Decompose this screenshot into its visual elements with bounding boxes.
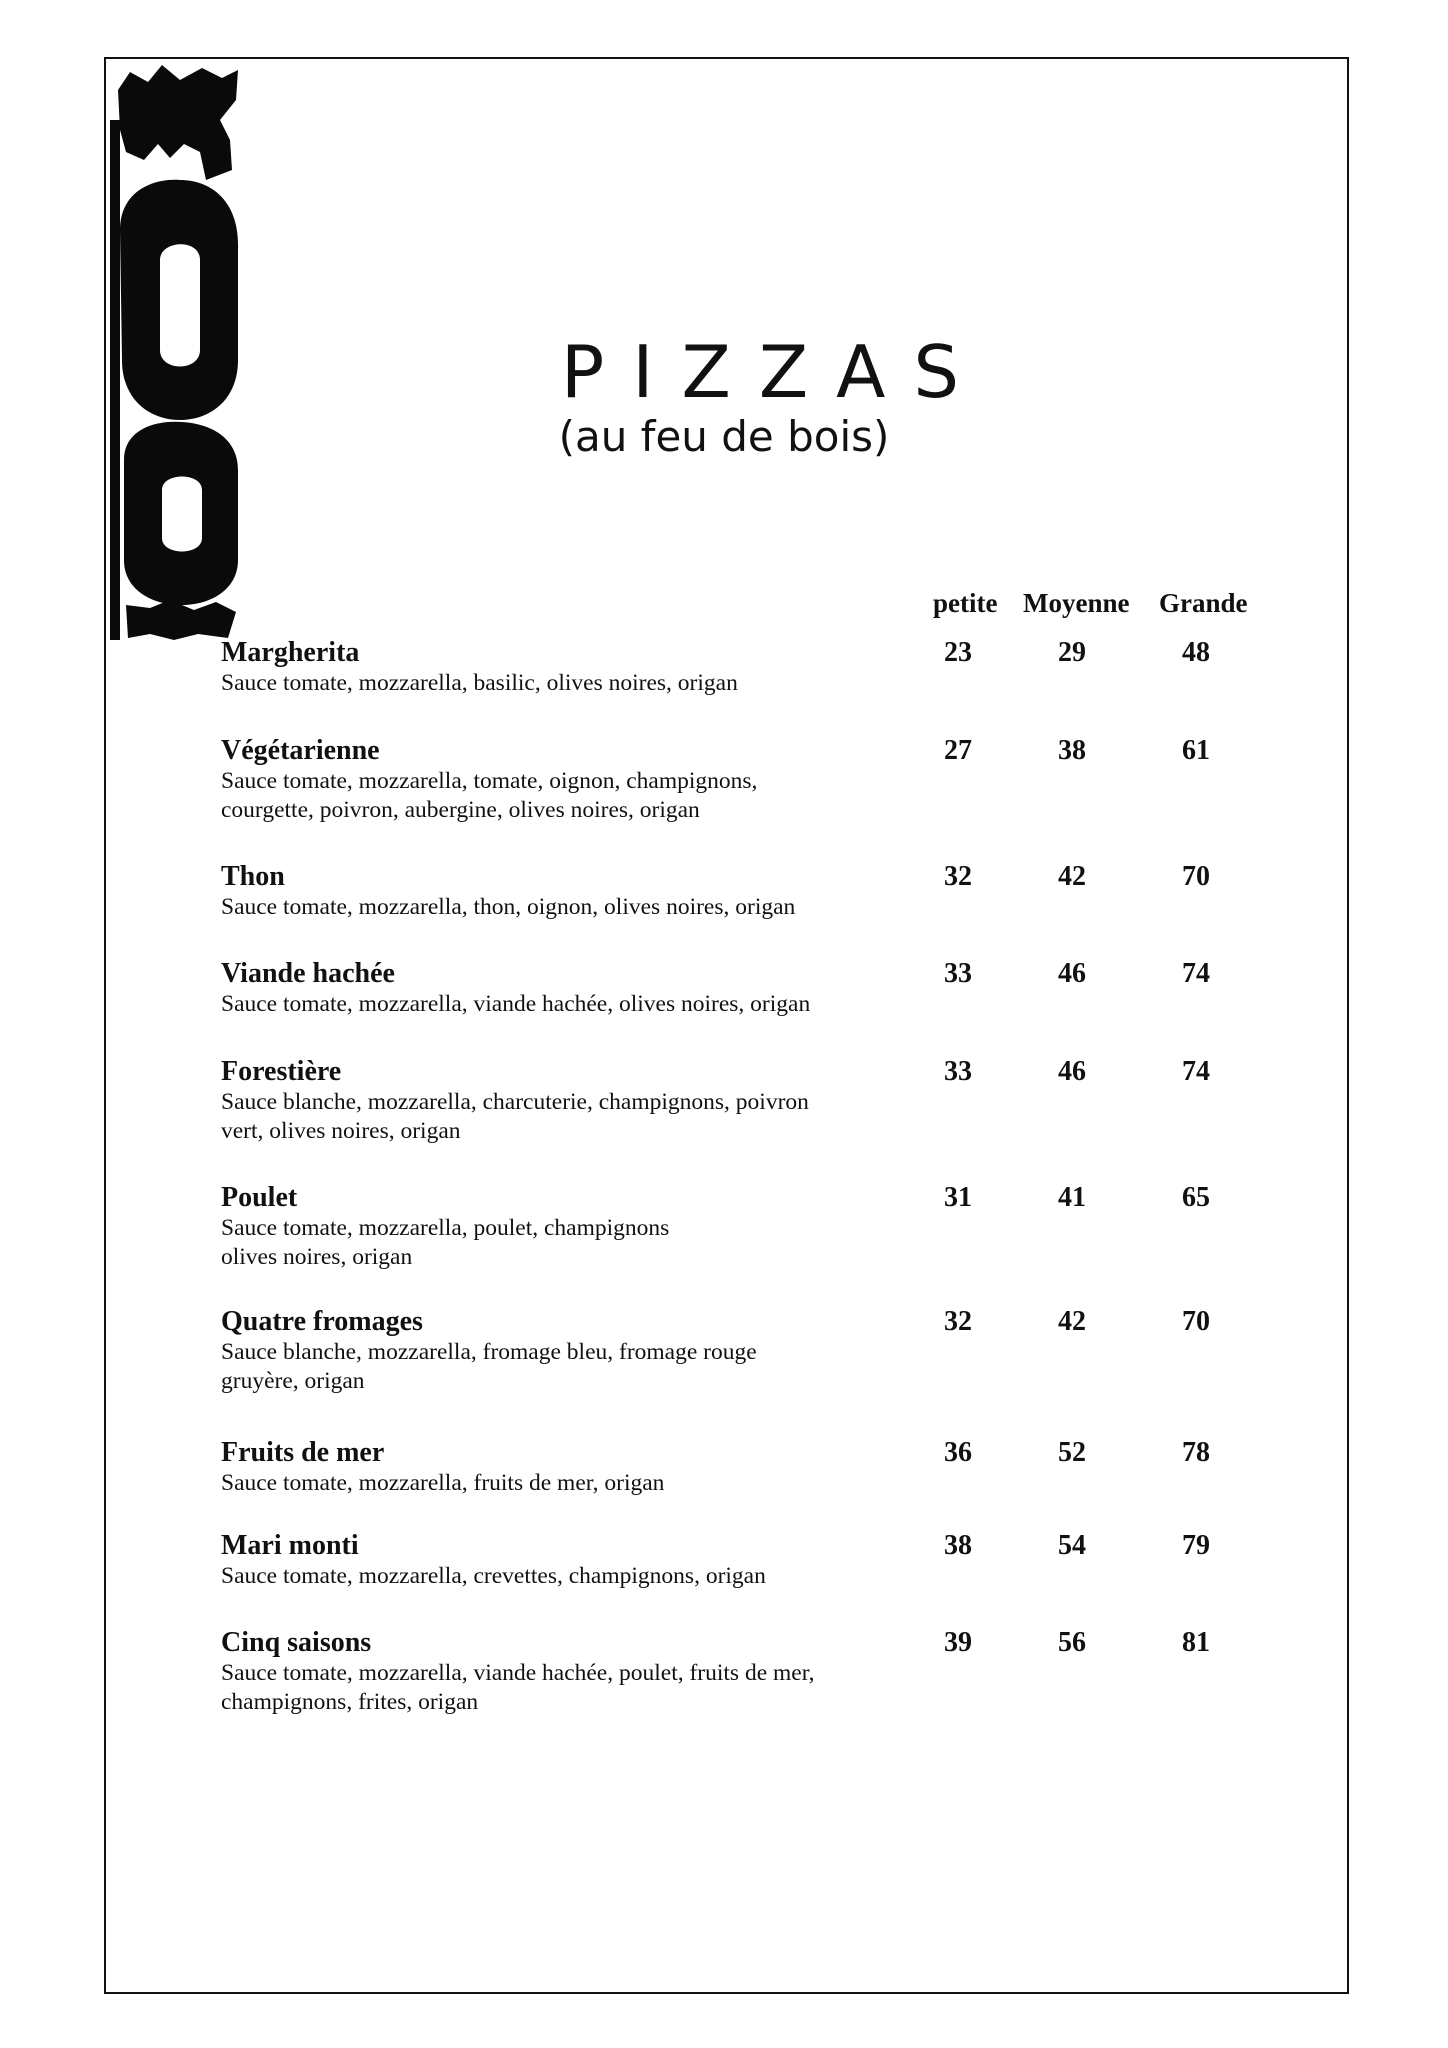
menu-item-price-moyenne: 42 [1058,861,1086,892]
menu-item-price-petite: 31 [944,1182,972,1213]
menu-item-price-grande: 81 [1182,1627,1210,1658]
menu-item-price-grande: 74 [1182,1056,1210,1087]
menu-item-price-petite: 38 [944,1530,972,1561]
menu-item-price-petite: 36 [944,1437,972,1468]
menu-item-name: Cinq saisons [221,1627,372,1658]
menu-item-price-grande: 78 [1182,1437,1210,1468]
menu-item-description: Sauce tomate, mozzarella, viande hachée, olives noires, origan [221,991,811,1017]
menu-item-price-grande: 61 [1182,735,1210,766]
menu-item-name: Thon [221,861,285,892]
menu-item-price-petite: 27 [944,735,972,766]
menu-item-name: Margherita [221,637,360,668]
menu-item-price-petite: 23 [944,637,972,668]
menu-item [221,1182,981,1272]
menu-item-price-moyenne: 54 [1058,1530,1086,1561]
menu-item [221,1530,981,1591]
size-header-petite: petite [933,588,998,618]
menu-item-price-moyenne: 46 [1058,1056,1086,1087]
menu-item-description: Sauce tomate, mozzarella, thon, oignon, olives noires, origan [221,894,796,920]
menu-item [221,637,981,698]
menu-item [221,735,981,825]
menu-item-price-grande: 70 [1182,1306,1210,1337]
menu-item-price-grande: 48 [1182,637,1210,668]
menu-item-price-moyenne: 52 [1058,1437,1086,1468]
menu-item-name: Mari monti [221,1530,359,1561]
menu-item-name: Végétarienne [221,735,380,766]
menu-item-description: Sauce blanche, mozzarella, charcuterie, champignons, poivron vert, olives noires, origan [221,1089,809,1144]
menu-item-name: Forestière [221,1056,342,1087]
menu-item-price-moyenne: 38 [1058,735,1086,766]
menu-item-description: Sauce blanche, mozzarella, fromage bleu, fromage rouge gruyère, origan [221,1339,757,1394]
menu-item-price-grande: 79 [1182,1530,1210,1561]
menu-item [221,861,981,922]
size-header-moyenne: Moyenne [1023,588,1130,618]
menu-item-price-moyenne: 42 [1058,1306,1086,1337]
page-subtitle: (au feu de bois) [558,412,890,461]
menu-item-description: Sauce tomate, mozzarella, fruits de mer, origan [221,1470,665,1496]
menu-item-price-grande: 70 [1182,861,1210,892]
menu-item [221,1627,981,1717]
menu-item-price-moyenne: 41 [1058,1182,1086,1213]
menu-item-price-petite: 33 [944,1056,972,1087]
menu-item [221,1056,981,1146]
menu-item-price-moyenne: 29 [1058,637,1086,668]
menu-item-description: Sauce tomate, mozzarella, poulet, champignons olives noires, origan [221,1215,670,1270]
menu-item-description: Sauce tomate, mozzarella, basilic, olives noires, origan [221,670,738,696]
menu-item-price-moyenne: 56 [1058,1627,1086,1658]
menu-item-name: Fruits de mer [221,1437,385,1468]
menu-item-price-petite: 32 [944,861,972,892]
page-title: PIZZAS [560,330,988,414]
menu-item-price-petite: 32 [944,1306,972,1337]
menu-item [221,958,981,1019]
menu-item-name: Viande hachée [221,958,395,989]
menu-item-description: Sauce tomate, mozzarella, viande hachée, poulet, fruits de mer, champignons, frites, origan [221,1660,815,1715]
menu-item-price-petite: 39 [944,1627,972,1658]
menu-item-price-grande: 65 [1182,1182,1210,1213]
menu-item-name: Poulet [221,1182,298,1213]
menu-item-description: Sauce tomate, mozzarella, tomate, oignon, champignons, courgette, poivron, aubergine, olives noires, origan [221,768,758,823]
size-header-grande: Grande [1159,588,1248,618]
menu-item-price-grande: 74 [1182,958,1210,989]
menu-item-description: Sauce tomate, mozzarella, crevettes, champignons, origan [221,1563,766,1589]
menu-item-price-moyenne: 46 [1058,958,1086,989]
menu-item [221,1437,981,1498]
menu-item-price-petite: 33 [944,958,972,989]
menu-item [221,1306,981,1396]
menu-item-name: Quatre fromages [221,1306,423,1337]
